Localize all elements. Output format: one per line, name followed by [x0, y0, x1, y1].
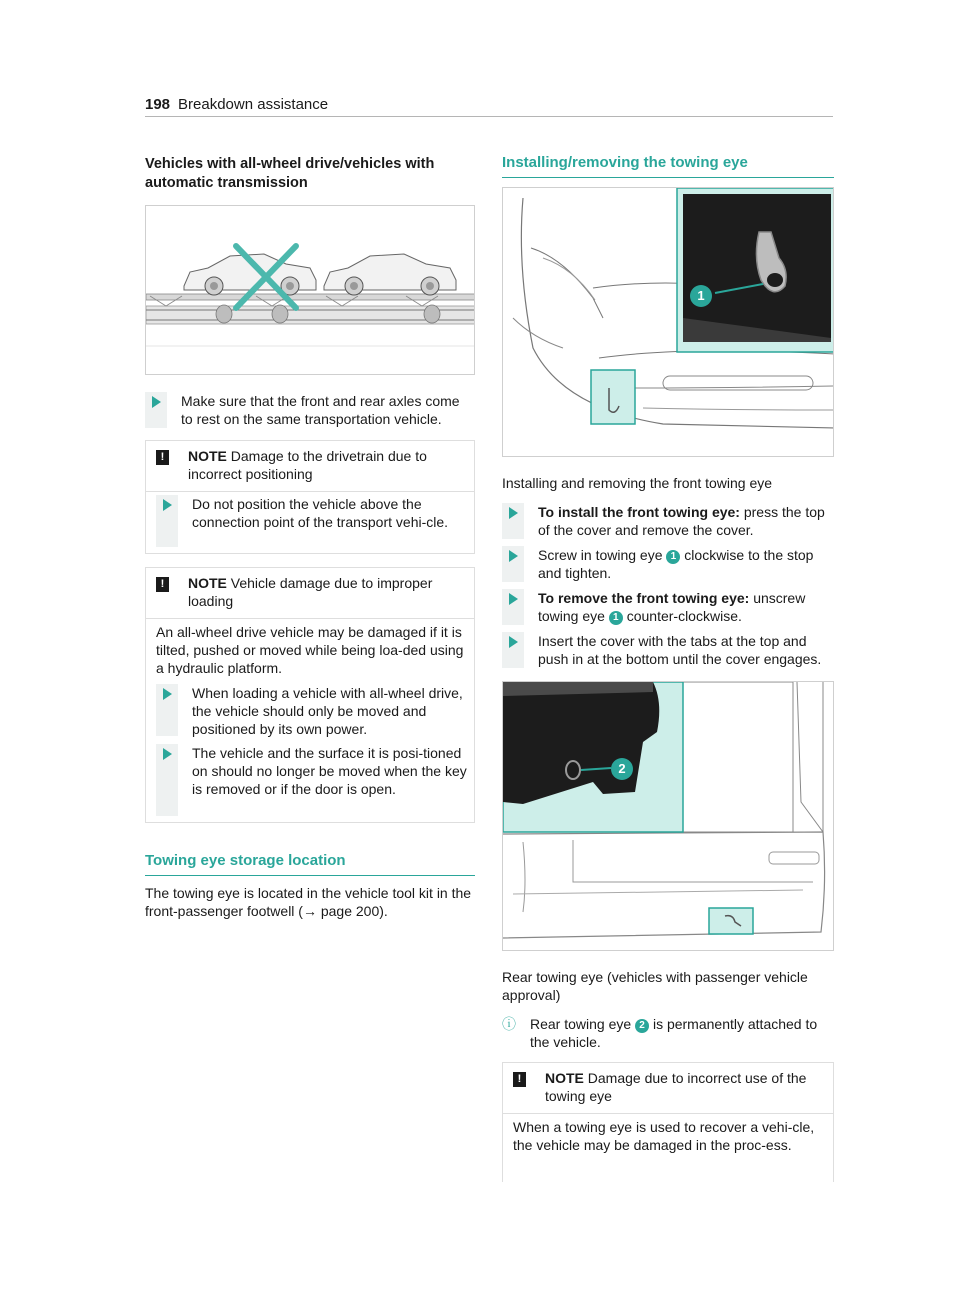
note-loading: ! NOTE Vehicle damage due to improper loading An all-wheel drive vehicle may be damaged if it is tilted, pushed or moved while being loa-ded using a hydraulic platform. When loading a vehicle with all-wheel drive, the vehicle should only be moved and positioned by its own power. The vehicle and the surface it is posi-tioned on should no longer be moved when the key is removed or if the door is open. — [145, 567, 475, 823]
info-icon: ⓘ — [502, 1016, 516, 1032]
page-number: 198 — [145, 96, 171, 113]
step-install: To install the front towing eye: press the top of the cover and remove the cover. — [502, 503, 834, 539]
marker-1: 1 — [690, 285, 712, 307]
install-heading: Installing/removing the towing eye — [502, 154, 834, 178]
marker-1: 1 — [609, 611, 623, 625]
step-arrow-icon — [509, 507, 518, 519]
step-insert: Insert the cover with the tabs at the top and push in at the bottom until the cover engages. — [502, 632, 834, 668]
figure-transport-vehicles — [145, 205, 475, 375]
warning-icon: ! — [513, 1072, 526, 1087]
step-arrow-icon — [509, 593, 518, 605]
step-arrow-icon — [163, 688, 172, 700]
transport-illustration — [146, 206, 475, 375]
step-screw: Screw in towing eye 1 clockwise to the stop and tighten. — [502, 546, 834, 582]
marker-2: 2 — [611, 758, 633, 780]
storage-heading: Towing eye storage location — [145, 852, 475, 876]
step-remove: To remove the front towing eye: unscrew towing eye 1 counter-clockwise. — [502, 589, 834, 625]
awd-heading: Vehicles with all-wheel drive/vehicles with automatic transmission — [145, 156, 435, 191]
step-arrow-icon — [163, 748, 172, 760]
marker-2: 2 — [635, 1019, 649, 1033]
note2-step1: When loading a vehicle with all-wheel drive, the vehicle should only be moved and positioned by its own power. — [156, 684, 468, 736]
note-towing-misuse: ! NOTE Damage due to incorrect use of the towing eye When a towing eye is used to recover a vehi-cle, the vehicle may be damaged in the proc-ess. — [502, 1062, 834, 1182]
section-title: Breakdown assistance — [178, 96, 329, 113]
figure-front-towing-eye — [502, 187, 834, 457]
note3-body: When a towing eye is used to recover a vehi-cle, the vehicle may be damaged in the proc-ess. — [513, 1119, 815, 1153]
note-drivetrain: ! NOTE Damage to the drivetrain due to incorrect positioning Do not position the vehicle above the connection point of the transport vehi-cle. — [145, 440, 475, 554]
note2-body: An all-wheel drive vehicle may be damaged if it is tilted, pushed or moved while being loa-ded using a hydraulic platform. — [156, 624, 464, 676]
step-axles: Make sure that the front and rear axles come to rest on the same transportation vehicle. — [145, 392, 475, 428]
warning-icon: ! — [156, 577, 169, 592]
storage-text: The towing eye is located in the vehicle tool kit in the front-passenger footwell (→ page 200). — [145, 885, 472, 919]
fig1-caption: Installing and removing the front towing eye — [502, 475, 773, 491]
step-arrow-icon — [509, 550, 518, 562]
front-bumper-illustration — [503, 188, 834, 457]
info-permanent: ⓘ Rear towing eye 2 is permanently attached to the vehicle. — [502, 1016, 818, 1050]
step-arrow-icon — [152, 396, 161, 408]
page-header — [145, 95, 833, 117]
rear-bumper-illustration — [503, 682, 834, 951]
note2-step2: The vehicle and the surface it is posi-tioned on should no longer be moved when the key is removed or if the door is open. — [156, 744, 468, 816]
warning-icon: ! — [156, 450, 169, 465]
figure-rear-towing-eye — [502, 681, 834, 951]
note1-step: Do not position the vehicle above the connection point of the transport vehi-cle. — [156, 495, 468, 547]
step-arrow-icon — [163, 499, 172, 511]
fig2-caption: Rear towing eye (vehicles with passenger vehicle approval) — [502, 969, 808, 1003]
page-ref-arrow-icon: → — [302, 903, 317, 919]
step-arrow-icon — [509, 636, 518, 648]
marker-1: 1 — [666, 550, 680, 564]
